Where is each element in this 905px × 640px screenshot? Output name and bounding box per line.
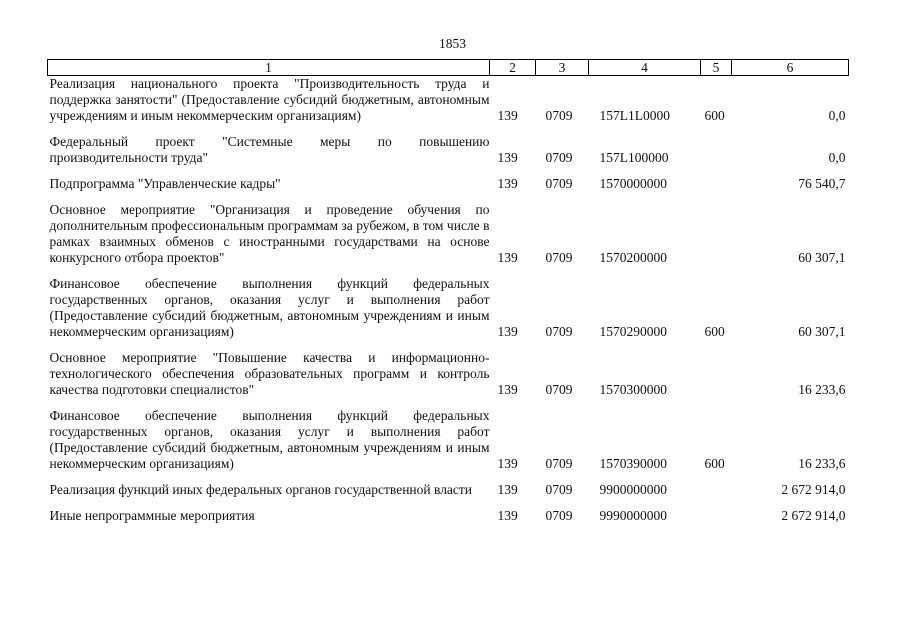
- column-header-section: 3: [536, 60, 589, 76]
- row-amount: 2 672 914,0: [781, 508, 846, 523]
- table-body: [48, 76, 849, 525]
- table-row: [48, 276, 849, 340]
- column-header-ministry: 2: [490, 60, 536, 76]
- row-ministry: 139: [497, 482, 518, 497]
- table-row: [48, 176, 849, 192]
- row-target: 1570290000: [599, 324, 667, 339]
- row-section: 0709: [545, 456, 573, 471]
- table-row: [48, 508, 849, 524]
- row-expense: 600: [704, 324, 725, 339]
- row-spacer: [48, 498, 849, 508]
- row-name: Финансовое обеспечение выполнения функций федеральных государственных органов, оказания услуг и выполнения работ (Предоставление субсидий бюджетным, автономным учреждениям и иным некоммерческим организациям): [49, 276, 490, 339]
- row-name: Иные непрограммные мероприятия: [49, 508, 255, 523]
- row-ministry: 139: [497, 176, 518, 191]
- row-spacer: [48, 398, 849, 408]
- row-section: 0709: [545, 108, 573, 123]
- row-amount: 0,0: [828, 108, 846, 123]
- row-section: 0709: [545, 324, 573, 339]
- row-spacer: [48, 266, 849, 276]
- table-row: [48, 76, 849, 125]
- row-expense: 600: [704, 456, 725, 471]
- column-header-name: 1: [48, 60, 490, 76]
- row-target: 157L100000: [599, 150, 669, 165]
- row-target: 1570000000: [599, 176, 667, 191]
- row-spacer: [48, 124, 849, 134]
- row-name: Реализация национального проекта "Производительность труда и поддержка занятости" (Предоставление субсидий бюджетным, автономным учреждениям и иным некоммерческим организациям): [49, 76, 490, 123]
- row-expense: [701, 176, 732, 192]
- row-amount: 60 307,1: [798, 324, 846, 339]
- row-amount: 76 540,7: [798, 176, 846, 191]
- row-amount: 16 233,6: [798, 456, 846, 471]
- table-row: [48, 134, 849, 166]
- budget-table: [47, 59, 849, 524]
- row-ministry: 139: [497, 108, 518, 123]
- row-name: Федеральный проект "Системные меры по повышению производительности труда": [49, 134, 490, 165]
- row-amount: 0,0: [828, 150, 846, 165]
- row-ministry: 139: [497, 150, 518, 165]
- row-target: 1570390000: [599, 456, 667, 471]
- row-ministry: 139: [497, 508, 518, 523]
- row-expense: 600: [704, 108, 725, 123]
- row-spacer: [48, 472, 849, 482]
- header-row: [48, 60, 849, 76]
- row-name: Основное мероприятие "Организация и проведение обучения по дополнительным профессиональным программам за рубежом, в том числе в рамках взаимных обменов с иностранными государствами на основе конкурсного отбора проектов": [49, 202, 490, 265]
- row-spacer: [48, 166, 849, 176]
- table-row: [48, 202, 849, 266]
- row-ministry: 139: [497, 324, 518, 339]
- row-section: 0709: [545, 382, 573, 397]
- row-ministry: 139: [497, 456, 518, 471]
- row-target: 9900000000: [599, 482, 667, 497]
- row-ministry: 139: [497, 382, 518, 397]
- row-name: Основное мероприятие "Повышение качества и информационно-технологического обеспечения образовательных программ и контроль качества подготовки специалистов": [49, 350, 490, 397]
- row-name: Реализация функций иных федеральных органов государственной власти: [49, 482, 473, 497]
- row-target: 1570300000: [599, 382, 667, 397]
- row-expense: [701, 202, 732, 266]
- row-expense: [701, 350, 732, 398]
- row-section: 0709: [545, 508, 573, 523]
- row-section: 0709: [545, 150, 573, 165]
- row-name: Финансовое обеспечение выполнения функций федеральных государственных органов, оказания услуг и выполнения работ (Предоставление субсидий бюджетным, автономным учреждениям и иным некоммерческим организациям): [49, 408, 490, 471]
- row-expense: [701, 482, 732, 498]
- row-amount: 60 307,1: [798, 250, 846, 265]
- table-row: [48, 408, 849, 472]
- row-expense: [701, 508, 732, 524]
- row-expense: [701, 134, 732, 166]
- row-ministry: 139: [497, 250, 518, 265]
- page-number: 1853: [439, 36, 466, 51]
- column-header-amount: 6: [732, 60, 849, 76]
- row-spacer: [48, 340, 849, 350]
- row-target: 1570200000: [599, 250, 667, 265]
- table-row: [48, 350, 849, 398]
- row-target: 9990000000: [599, 508, 667, 523]
- row-section: 0709: [545, 176, 573, 191]
- row-name: Подпрограмма "Управленческие кадры": [49, 176, 281, 191]
- table-row: [48, 482, 849, 498]
- row-section: 0709: [545, 250, 573, 265]
- row-amount: 16 233,6: [798, 382, 846, 397]
- row-spacer: [48, 192, 849, 202]
- table-header: [48, 60, 849, 76]
- column-header-expense: 5: [701, 60, 732, 76]
- row-target: 157L1L0000: [599, 108, 670, 123]
- row-section: 0709: [545, 482, 573, 497]
- column-header-target: 4: [589, 60, 701, 76]
- row-amount: 2 672 914,0: [781, 482, 846, 497]
